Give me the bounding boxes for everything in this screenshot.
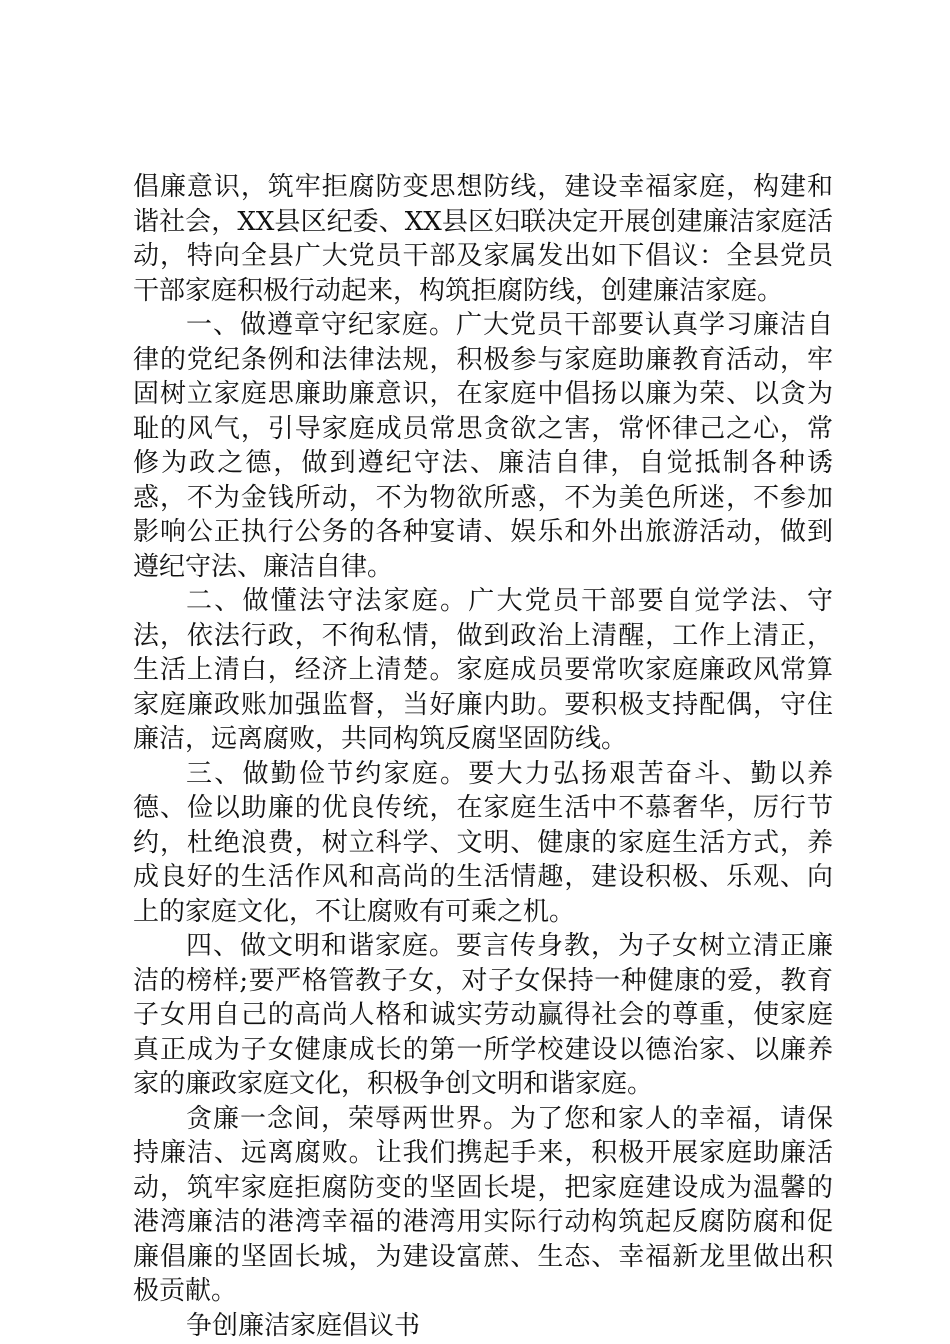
document-page [133, 170, 833, 1343]
closing-title: 争创廉洁家庭倡议书 [186, 1310, 421, 1341]
paragraph-three: 三、做勤俭节约家庭。要大力弘扬艰苦奋斗、勤以养德、俭以助廉的优良传统，在家庭生活中不慕奢华，厉行节约，杜绝浪费，树立科学、文明、健康的家庭生活方式，养成良好的生活作风和高尚的生活情趣，建设积极、乐观、向上的家庭文化，不让腐败有可乘之机。 [133, 758, 833, 927]
closing-paragraph: 贪廉一念间，荣辱两世界。为了您和家人的幸福，请保持廉洁、远离腐败。让我们携起手来，积极开展家庭助廉活动，筑牢家庭拒腐防变的坚固长堤，把家庭建设成为温馨的港湾廉洁的港湾幸福的港湾用实际行动构筑起反腐防腐和促廉倡廉的坚固长城，为建设富蔗、生态、幸福新龙里做出积极贡献。 [133, 1103, 833, 1306]
intro-paragraph: 倡廉意识，筑牢拒腐防变思想防线，建设幸福家庭，构建和谐社会，XX县区纪委、XX县区妇联决定开展创建廉洁家庭活动，特向全县广大党员干部及家属发出如下倡议：全县党员干部家庭积极行动起来，构筑拒腐防线，创建廉洁家庭。 [133, 172, 833, 306]
paragraph-four: 四、做文明和谐家庭。要言传身教，为子女树立清正廉洁的榜样;要严格管教子女，对子女保持一种健康的爱，教育子女用自己的高尚人格和诚实劳动赢得社会的尊重，使家庭真正成为子女健康成长的第一所学校建设以德治家、以廉养家的廉政家庭文化，积极争创文明和谐家庭。 [133, 931, 833, 1099]
paragraph-one: 一、做遵章守纪家庭。广大党员干部要认真学习廉洁自律的党纪条例和法律法规，积极参与家庭助廉教育活动，牢固树立家庭思廉助廉意识，在家庭中倡扬以廉为荣、以贪为耻的风气，引导家庭成员常思贪欲之害，常怀律己之心，常修为政之德，做到遵纪守法、廉洁自律，自觉抵制各种诱惑，不为金钱所动，不为物欲所惑，不为美色所迷，不参加影响公正执行公务的各种宴请、娱乐和外出旅游活动，做到遵纪守法、廉洁自律。 [133, 310, 833, 582]
paragraph-two: 二、做懂法守法家庭。广大党员干部要自觉学法、守法，依法行政，不徇私情，做到政治上清醒，工作上清正，生活上清白，经济上清楚。家庭成员要常吹家庭廉政风常算家庭廉政账加强监督，当好廉内助。要积极支持配偶，守住廉洁，远离腐败，共同构筑反腐坚固防线。 [133, 586, 833, 754]
